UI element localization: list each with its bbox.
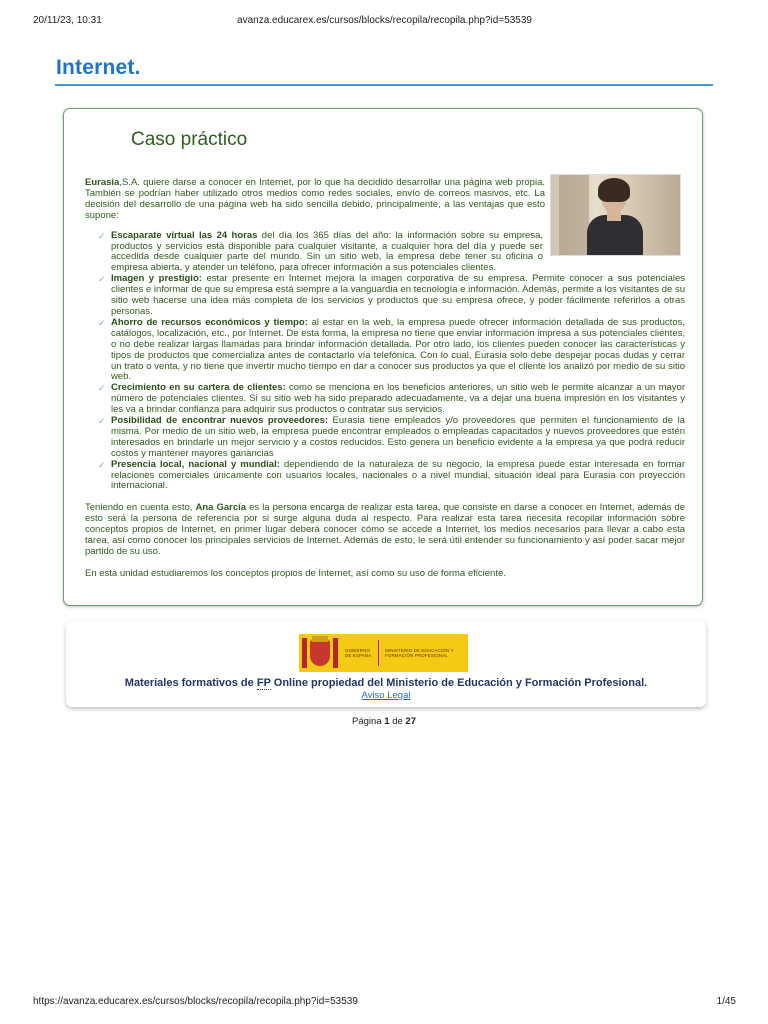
case-paragraph-unit: En esta unidad estudiaremos los conceptos propios de Internet, así como su uso de forma eficiente. (85, 567, 506, 579)
benefit-item (98, 415, 685, 460)
pager-total: 27 (405, 716, 416, 727)
case-intro (85, 178, 545, 222)
case-heading: Caso práctico (131, 129, 248, 150)
check-icon: ✓ (98, 274, 106, 285)
page-title: Internet. (56, 56, 141, 79)
case-intro-text: ,S.A. quiere darse a conocer en Internet, por lo que ha decidido desarrollar una página web propia. También se podrían haber utilizado otros medios como redes sociales, envío de correos masivos, etc. La decisión del desarrollo de una página web ha sido sencilla debido, principalmente, a las ventajas que esto supone: (85, 177, 545, 221)
benefit-item (98, 458, 685, 493)
para2-pre: Teniendo en cuenta esto, (85, 502, 196, 514)
materials-pre: Materiales formativos de (124, 677, 257, 689)
print-footer-url: https://avanza.educarex.es/cursos/blocks/recopila/recopila.php?id=53539 (33, 996, 358, 1007)
benefit-title: Imagen y prestigio: (111, 273, 202, 285)
logo-government-text: GOBIERNO DE ESPAÑA (345, 648, 372, 658)
check-icon: ✓ (98, 230, 106, 241)
benefit-text: del día los 365 días del año: la información sobre su empresa, productos y servicios está disponible para cualquier visitante, a cualquier hora del día y puede ser accedida desde cualquier parte del mundo. Sin un sitio web, la empresa debe tener su oficina o empresa abierta, y atender un teléfono, para ofrecer información a sus potenciales clientes. (111, 229, 543, 274)
benefits-list (85, 231, 685, 493)
fp-abbreviation[interactable]: FP (256, 677, 271, 689)
benefit-text: estar presente en Internet mejora la imagen corporativa de su empresa. Permite conocer a sus potenciales clientes e informar de que su empresa está siempre a la vanguardia en tecnología e información. Además, permite a los visitantes de su sitio web hacerse una idea más completa de los servicios y productos que su empresa ofrece, y poder fácilmente referirlos a otras personas. (111, 273, 685, 317)
benefit-item (98, 229, 543, 275)
benefit-title: Escaparate virtual las 24 horas (111, 229, 258, 241)
benefit-item (98, 273, 685, 318)
check-icon: ✓ (98, 416, 106, 427)
print-footer (33, 996, 736, 1010)
aviso-legal-link[interactable]: Aviso Legal (361, 690, 411, 701)
benefit-text: como se menciona en los beneficios anteriores, un sitio web le permite alcanzar a un mayor número de potenciales clientes. Si su sitio web ha sido preparado adecuadamente, va a dejar una buena impresión en los visitantes y les va a brindar confianza para adquirir sus productos o contratar sus servicios. (111, 382, 686, 416)
materials-footer (66, 621, 706, 707)
person-name: Ana García (195, 502, 247, 514)
check-icon: ✓ (98, 383, 106, 394)
benefit-text: al estar en la web, la empresa puede ofrecer información detallada de sus productos, catálogos, localización, etc., por Internet. De esta forma, la empresa no tiene que enviar información impresa a sus potenciales clientes, o no debe realizar largas llamadas para brindar información detallada. Por otro lado, los clientes pueden conocer las características y tipos de productos que comercializa antes de contactarlo vía telefónica. Con lo cual, Eurasia solo debe despejar pocas dudas y cerrar un trato o venta, y no tiene que invertir mucho tiempo en dar a conocer sus productos ya que el cliente los analizó por medio de su sitio web. (111, 316, 685, 383)
pager-label: Página (352, 716, 382, 727)
print-header (33, 15, 736, 29)
materials-post: Online propiedad del Ministerio de Educación y Formación Profesional. (270, 677, 648, 689)
benefit-item (98, 316, 685, 383)
materials-notice (66, 677, 706, 689)
coat-of-arms-icon (299, 634, 341, 672)
benefit-item (98, 382, 686, 416)
benefit-text: dependiendo de la naturaleza de su negocio, la empresa puede estar interesada en formar relaciones comerciales únicamente con usuarios locales, nacionales o a nivel mundial, situación ideal para Eurasia con proyección internacional. (111, 458, 685, 492)
para2-post: es la persona encarga de realizar esta tarea, que consiste en darse a conocer en Internet, además de esto será la persona de referencia por si surge alguna duda al respecto. Para realizar esta tarea necesita recopilar información sobre conceptos propios de Internet, en primer lugar deberá conocer cómo se accede a Internet, los medios necesarios para llevar a cabo esta tarea, así como conocer los principales servicios de Internet. Además de esto, le será útil entender su funcionamiento y así poder sacar mejor partido de su uso. (85, 502, 685, 557)
check-icon: ✓ (98, 317, 106, 328)
benefit-title: Ahorro de recursos económicos y tiempo: (111, 316, 308, 328)
case-paragraph-responsible (85, 503, 685, 558)
print-page-number: 1/45 (716, 996, 736, 1007)
benefit-title: Posibilidad de encontrar nuevos proveedores: (111, 415, 329, 427)
pager-of: de (392, 716, 403, 727)
benefit-title: Crecimiento en su cartera de clientes: (111, 382, 286, 394)
case-body (85, 178, 685, 580)
company-name: Eurasia (85, 177, 120, 188)
check-icon: ✓ (98, 459, 106, 470)
print-url: avanza.educarex.es/cursos/blocks/recopila/recopila.php?id=53539 (237, 15, 532, 26)
title-divider (55, 84, 713, 86)
benefit-title: Presencia local, nacional y mundial: (111, 458, 280, 470)
ministry-logo (299, 634, 468, 672)
pager-current: 1 (384, 716, 390, 727)
logo-ministry-text: MINISTERIO DE EDUCACIÓN Y FORMACIÓN PROFESIONAL (385, 648, 454, 658)
case-study-box (63, 108, 703, 606)
page-counter (0, 716, 768, 727)
print-datetime: 20/11/23, 10:31 (33, 15, 102, 26)
benefit-text: Eurasia tiene empleados y/o proveedores que permiten el funcionamiento de la misma. Por medio de un sitio web, la empresa puede encontrar empleados o empleadas capacitados y nuevos proveedores que estén interesados en brindarle un mejor servicio y a costos reducidos. Esto genera un beneficio evidente a la empresa ya que podrá reducir costos y mantener mayores ganancias (111, 415, 685, 459)
